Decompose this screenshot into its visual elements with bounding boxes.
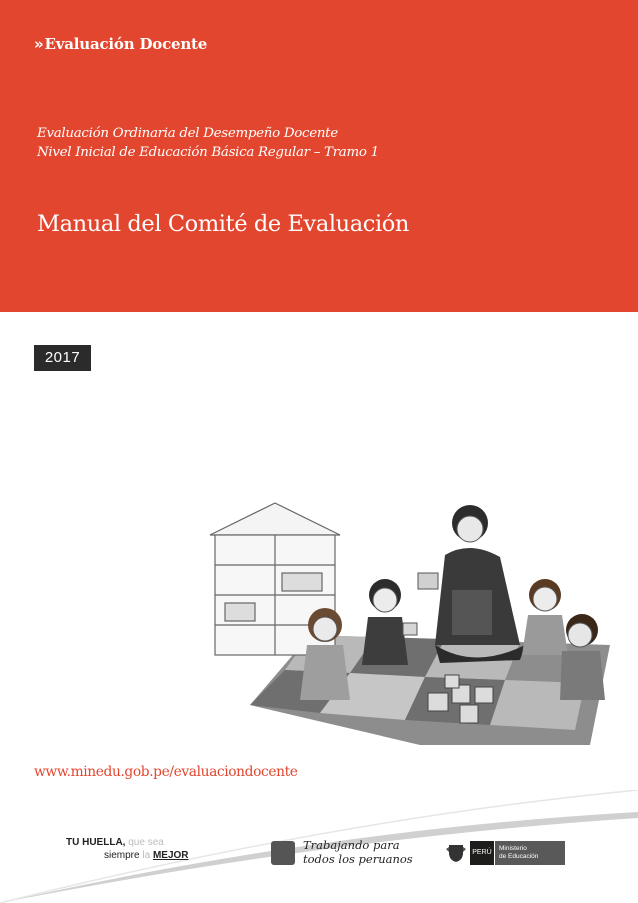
subtitle-line-2: Nivel Inicial de Educación Básica Regular – Tramo 1	[37, 145, 379, 160]
ministry-line-2: de Educación	[499, 853, 539, 860]
slogan-line-1: Trabajando para	[303, 838, 400, 852]
brand-label: Evaluación Docente	[44, 35, 208, 53]
year-badge: 2017	[34, 345, 91, 371]
logo1-faint: que sea	[128, 837, 164, 848]
slogan-text	[303, 838, 413, 866]
ministry-label	[495, 841, 565, 865]
child-right-top	[522, 579, 568, 655]
logo1-emph: MEJOR	[152, 850, 189, 861]
website-link[interactable]: www.minedu.gob.pe/evaluaciondocente	[34, 764, 298, 780]
logo1-faint2: la	[142, 850, 151, 861]
coat-of-arms-icon	[446, 843, 466, 863]
document-title: Manual del Comité de Evaluación	[37, 211, 410, 237]
ministry-line-1: Ministerio	[499, 845, 527, 852]
country-label: PERÚ	[470, 841, 494, 865]
document-subtitle	[37, 124, 379, 162]
child-right-bottom	[560, 614, 605, 700]
subtitle-line-1: Evaluación Ordinaria del Desempeño Docente	[37, 126, 338, 141]
cover-banner	[0, 0, 638, 312]
slogan-line-2: todos los peruanos	[303, 852, 413, 866]
program-brand	[34, 35, 207, 53]
logo1-line1: TU HUELLA,	[66, 837, 126, 848]
tu-huella-logo	[66, 836, 189, 862]
chevron-icon: »	[34, 35, 44, 53]
classroom-illustration	[190, 495, 610, 745]
logo1-line2: siempre	[104, 850, 140, 861]
portrait-icon	[271, 841, 295, 865]
